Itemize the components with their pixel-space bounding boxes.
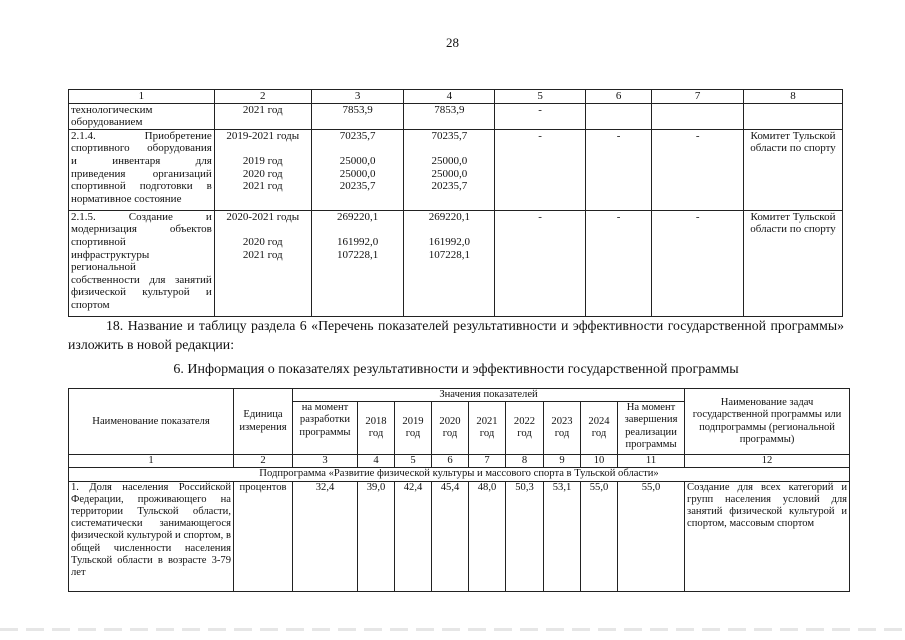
regional-cell: 7853,9	[404, 103, 495, 129]
unit-header: Единица измерения	[234, 389, 293, 455]
performance-indicators-table	[68, 388, 850, 592]
column-number: 5	[395, 455, 432, 468]
cell-5: -	[495, 129, 586, 210]
cell-5: -	[495, 103, 586, 129]
period-cell: 2021 год	[214, 103, 311, 129]
table1-header-cell: 2	[214, 90, 311, 104]
values-group-header: Значения показателей	[293, 389, 685, 402]
indicator-header: Наименование показателя	[69, 389, 234, 455]
value-cell: 55,0	[581, 481, 618, 591]
cell-7	[652, 103, 744, 129]
regional-cell: 70235,7 25000,0 25000,0 20235,7	[404, 129, 495, 210]
at-completion-header: На момент завершения реализации программы	[618, 402, 685, 455]
table2-header-row	[69, 389, 850, 402]
activity-name: 2.1.4. Приобретение спортивного оборудования и инвентаря для приведения организаций спортивной подготовки в нормативное состояние	[69, 129, 215, 210]
cell-7: -	[652, 129, 744, 210]
column-number: 4	[358, 455, 395, 468]
value-cell: 42,4	[395, 481, 432, 591]
value-cell: 39,0	[358, 481, 395, 591]
table-row	[69, 103, 843, 129]
cell-7: -	[652, 210, 744, 316]
scan-artifact	[0, 628, 905, 631]
executor-cell: Комитет Тульской области по спорту	[744, 210, 843, 316]
program-activities-table	[68, 89, 843, 317]
column-number: 11	[618, 455, 685, 468]
cell-5: -	[495, 210, 586, 316]
total-cell: 70235,7 25000,0 25000,0 20235,7	[311, 129, 404, 210]
value-cell: 48,0	[469, 481, 506, 591]
year-header: 2020 год	[432, 402, 469, 455]
column-number: 10	[581, 455, 618, 468]
value-cell: 32,4	[293, 481, 358, 591]
column-number: 7	[469, 455, 506, 468]
cell-6: -	[585, 210, 651, 316]
page-number: 28	[446, 35, 459, 50]
subprogram-title: Подпрограмма «Развитие физической культуры и массового спорта в Тульской области»	[69, 468, 850, 481]
activity-name: технологическим оборудованием	[69, 103, 215, 129]
table1-header-cell: 3	[311, 90, 404, 104]
unit-cell: процентов	[234, 481, 293, 591]
year-header: 2023 год	[544, 402, 581, 455]
year-header: 2021 год	[469, 402, 506, 455]
regional-cell: 269220,1 161992,0 107228,1	[404, 210, 495, 316]
task-cell: Создание для всех категорий и групп населения условий для занятий физической культурой и спортом, массовым спортом	[685, 481, 850, 591]
subprogram-row	[69, 468, 850, 481]
table1-header-cell: 7	[652, 90, 744, 104]
year-header: 2022 год	[506, 402, 544, 455]
tasks-header: Наименование задач государственной программы или подпрограммы (региональной программы)	[685, 389, 850, 455]
table-row	[69, 129, 843, 210]
table-row	[69, 481, 850, 591]
value-cell: 50,3	[506, 481, 544, 591]
period-cell: 2020-2021 годы 2020 год 2021 год	[214, 210, 311, 316]
table1-header-cell: 8	[744, 90, 843, 104]
column-number: 8	[506, 455, 544, 468]
year-header: 2024 год	[581, 402, 618, 455]
total-cell: 269220,1 161992,0 107228,1	[311, 210, 404, 316]
column-number: 6	[432, 455, 469, 468]
cell-6: -	[585, 129, 651, 210]
table1-header-cell: 5	[495, 90, 586, 104]
value-cell: 55,0	[618, 481, 685, 591]
paragraph-18: 18. Название и таблицу раздела 6 «Перечень показателей результативности и эффективности государственной программы» изложить в новой редакции:	[68, 318, 844, 352]
year-header: 2018 год	[358, 402, 395, 455]
value-cell: 53,1	[544, 481, 581, 591]
column-number: 12	[685, 455, 850, 468]
column-number: 9	[544, 455, 581, 468]
column-number: 2	[234, 455, 293, 468]
cell-6	[585, 103, 651, 129]
table1-header-cell: 4	[404, 90, 495, 104]
table1-header-cell: 1	[69, 90, 215, 104]
section-6-title: 6. Информация о показателях результативности и эффективности государственной программы	[173, 362, 739, 377]
indicator-name: 1. Доля населения Российской Федерации, проживающего на территории Тульской области, систематически занимающегося физической культурой и спортом, в общей численности населения Тульской области в возрасте 3-79 лет	[69, 481, 234, 591]
table1-header-cell: 6	[585, 90, 651, 104]
at-development-header: на момент разработки программы	[293, 402, 358, 455]
table1-header-row	[69, 90, 843, 104]
period-cell: 2019-2021 годы 2019 год 2020 год 2021 год	[214, 129, 311, 210]
year-header: 2019 год	[395, 402, 432, 455]
executor-cell	[744, 103, 843, 129]
table-row	[69, 210, 843, 316]
activity-name: 2.1.5. Создание и модернизация объектов спортивной инфраструктуры региональной собственности для занятий физической культурой и спортом	[69, 210, 215, 316]
value-cell: 45,4	[432, 481, 469, 591]
column-number: 1	[69, 455, 234, 468]
table2-number-row	[69, 455, 850, 468]
total-cell: 7853,9	[311, 103, 404, 129]
executor-cell: Комитет Тульской области по спорту	[744, 129, 843, 210]
column-number: 3	[293, 455, 358, 468]
